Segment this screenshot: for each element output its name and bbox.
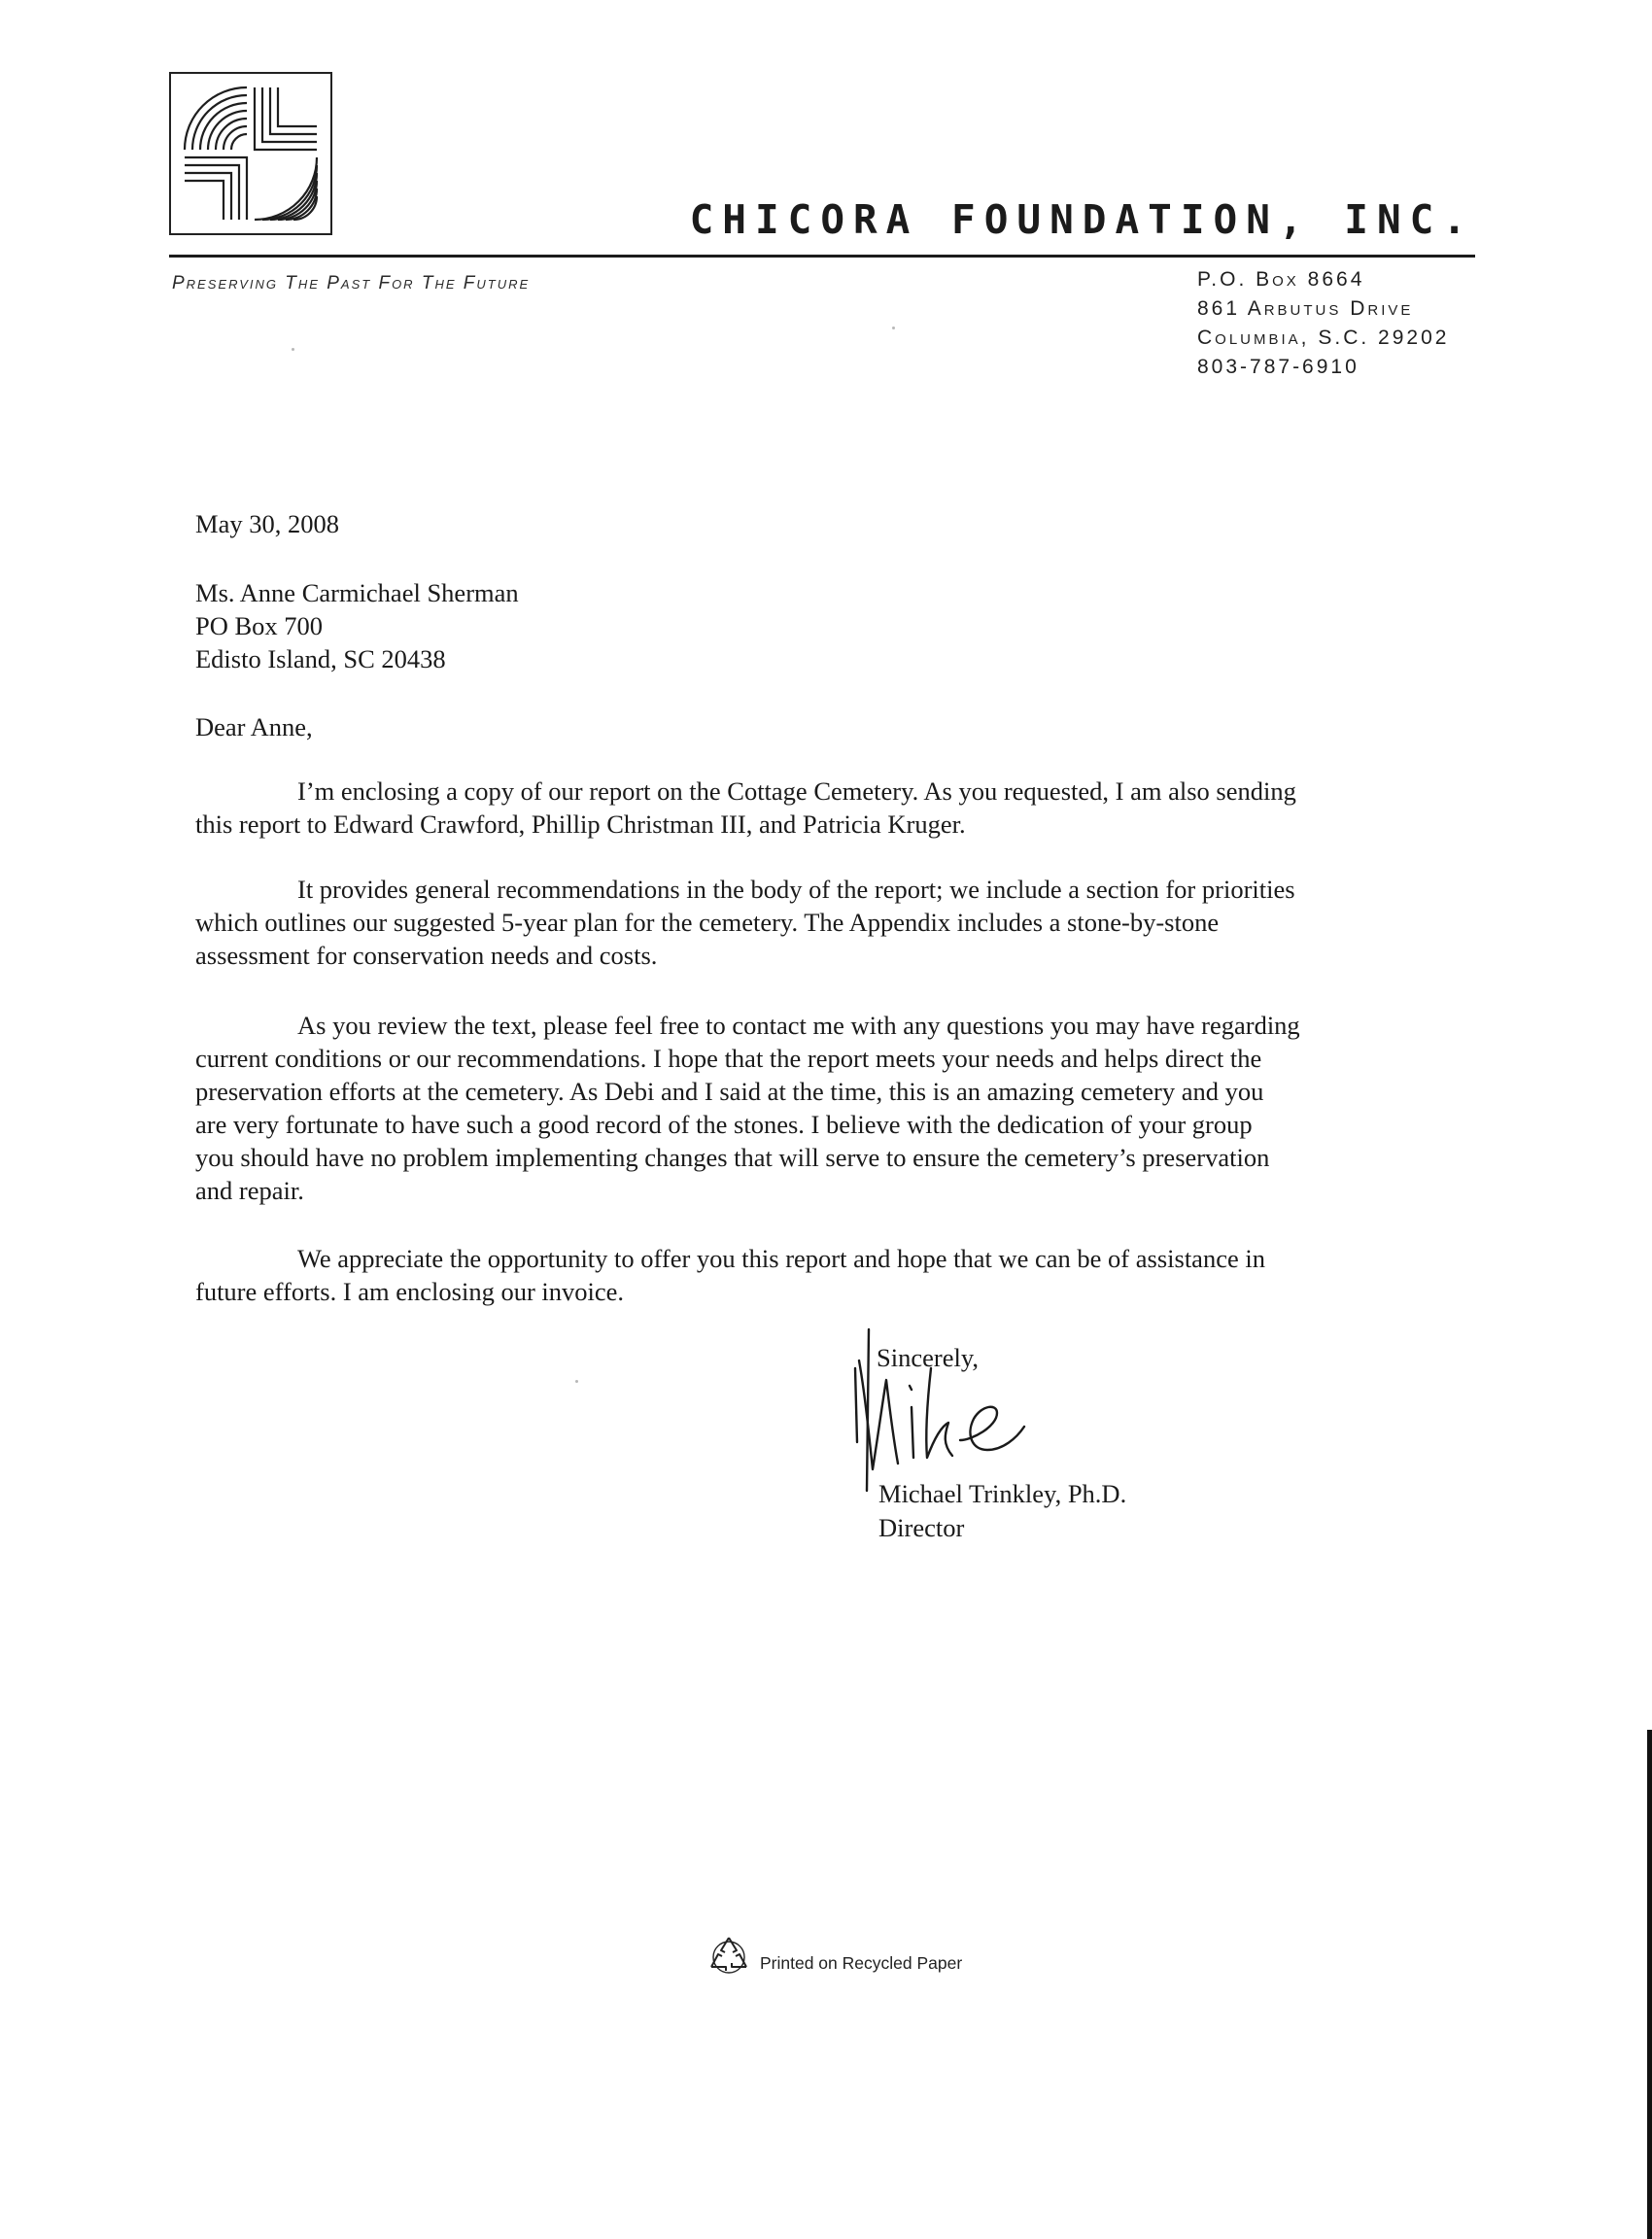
scan-speck xyxy=(575,1380,578,1383)
paragraph-line: preservation efforts at the cemetery. As Debi and I said at the time, this is an amazing cemetery and you xyxy=(195,1077,1264,1106)
salutation: Dear Anne, xyxy=(195,712,313,741)
signer-title: Director xyxy=(878,1513,965,1542)
paragraph-line: are very fortunate to have such a good record of the stones. I believe with the dedication of your group xyxy=(195,1110,1253,1139)
recycled-paper-note: Printed on Recycled Paper xyxy=(760,1953,963,1973)
paragraph-line: I’m enclosing a copy of our report on the Cottage Cemetery. As you requested, I am also sending xyxy=(297,776,1296,806)
organization-name: CHICORA FOUNDATION, INC. xyxy=(689,196,1475,243)
letter-date: May 30, 2008 xyxy=(195,509,339,538)
recipient-name: Ms. Anne Carmichael Sherman xyxy=(195,578,519,607)
scan-speck xyxy=(892,327,895,329)
paragraph-line: current conditions or our recommendations. I hope that the report meets your needs and helps direct the xyxy=(195,1044,1262,1073)
address-street: 861 Arbutus Drive xyxy=(1197,297,1414,320)
address-city: Columbia, S.C. 29202 xyxy=(1197,327,1450,349)
chicora-logo-icon xyxy=(169,72,332,235)
paragraph-line: which outlines our suggested 5-year plan for the cemetery. The Appendix includes a stone-by-stone xyxy=(195,908,1220,937)
paragraph-4 xyxy=(195,1242,1468,1308)
scan-edge xyxy=(1647,1730,1652,2239)
paragraph-line: As you review the text, please feel free to contact me with any questions you may have regarding xyxy=(297,1011,1300,1040)
paragraph-2 xyxy=(195,873,1468,972)
signature xyxy=(851,1326,1046,1498)
scan-speck xyxy=(292,348,294,351)
signer-name: Michael Trinkley, Ph.D. xyxy=(878,1479,1127,1508)
paragraph-line: and repair. xyxy=(195,1176,304,1205)
paragraph-line: future efforts. I am enclosing our invoice. xyxy=(195,1277,625,1306)
recipient-city: Edisto Island, SC 20438 xyxy=(195,644,446,673)
paragraph-line: assessment for conservation needs and costs. xyxy=(195,941,658,970)
letterhead-rule xyxy=(169,255,1475,258)
address-po-box: P.O. Box 8664 xyxy=(1197,268,1365,291)
tagline: Preserving The Past For The Future xyxy=(172,273,531,293)
address-phone: 803-787-6910 xyxy=(1197,356,1359,378)
closing: Sincerely, xyxy=(877,1343,979,1372)
paragraph-3 xyxy=(195,1009,1468,1207)
recipient-po-box: PO Box 700 xyxy=(195,611,324,640)
recycle-icon xyxy=(707,1934,750,1977)
paragraph-1 xyxy=(195,775,1468,841)
paragraph-line: It provides general recommendations in the body of the report; we include a section for priorities xyxy=(297,875,1295,904)
paragraph-line: We appreciate the opportunity to offer you this report and hope that we can be of assistance in xyxy=(297,1244,1265,1273)
paragraph-line: you should have no problem implementing changes that will serve to ensure the cemetery’s preservation xyxy=(195,1143,1270,1172)
paragraph-line: this report to Edward Crawford, Phillip Christman III, and Patricia Kruger. xyxy=(195,809,966,839)
